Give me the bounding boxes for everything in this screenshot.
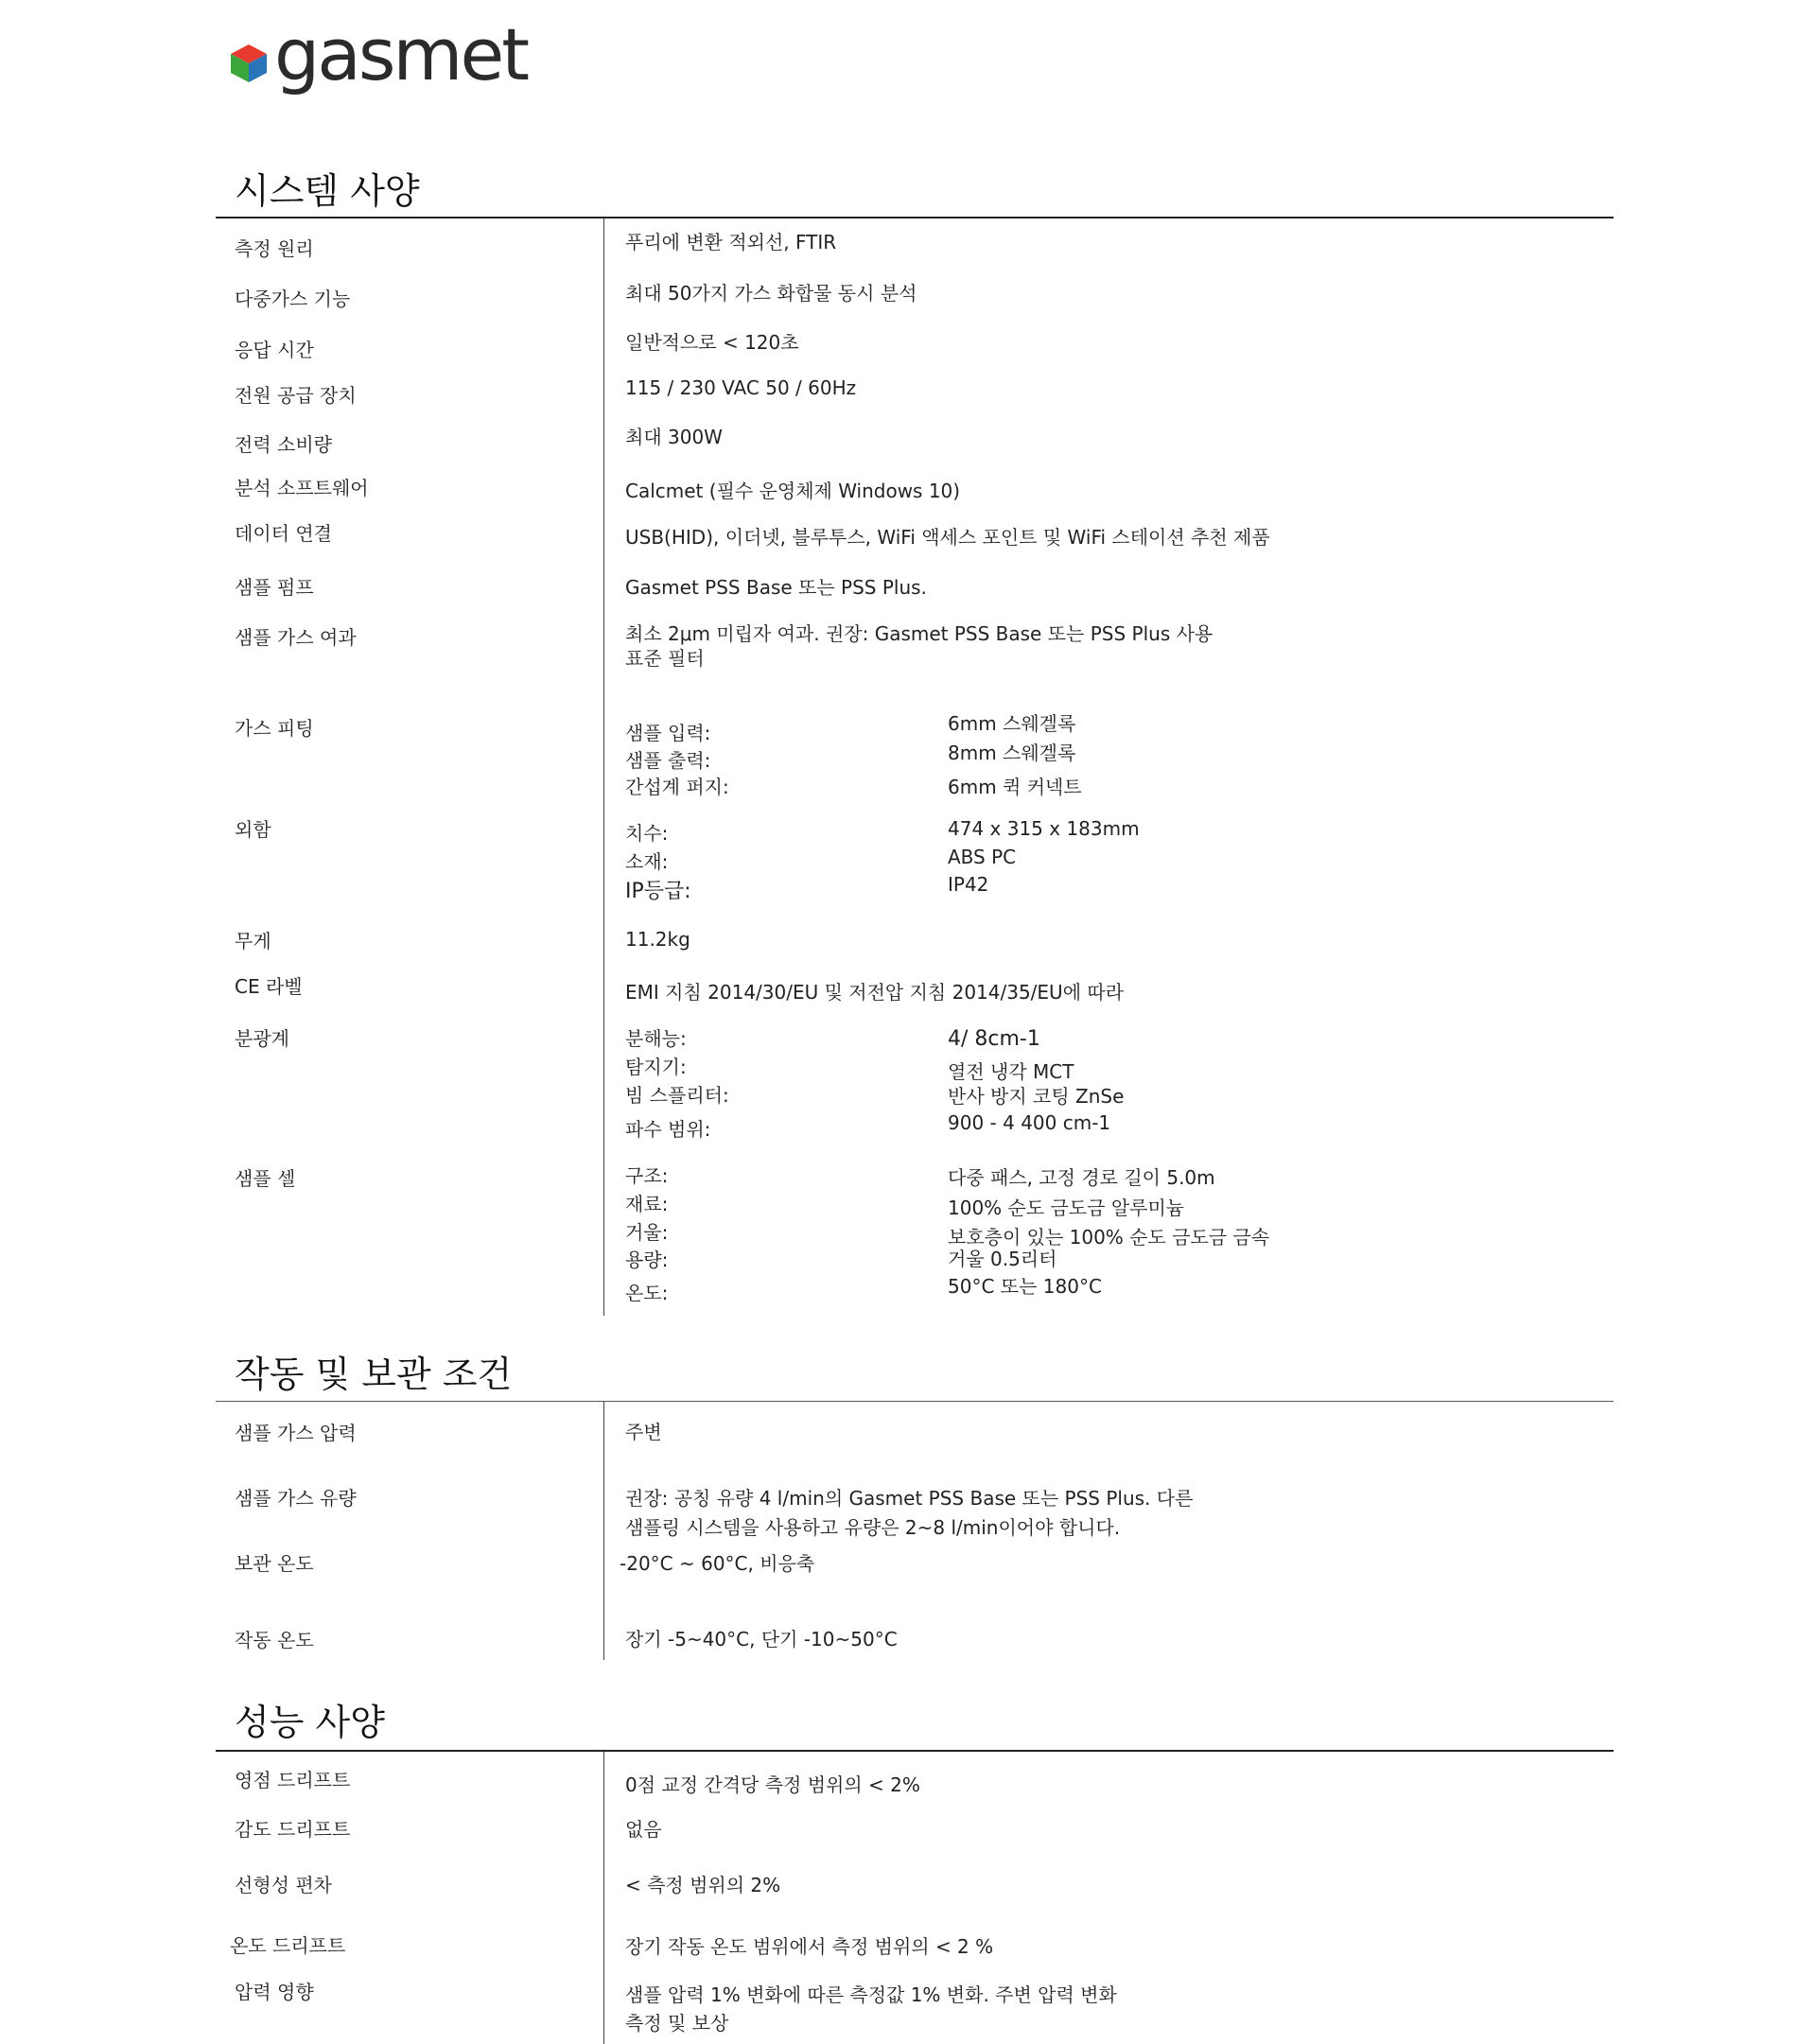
spec-sub-key: 샘플 입력: [625,722,711,744]
column-divider [603,1402,604,1660]
spec-value: 0점 교정 간격당 측정 범위의 < 2% [625,1773,920,1796]
section-rule [216,217,1614,218]
gasmet-cube-icon [227,41,271,84]
section-title-performance-spec: 성능 사양 [235,1702,385,1743]
spec-sub-value: ABS PC [948,846,1017,868]
spec-sub-value: 100% 순도 금도금 알루미늄 [948,1197,1185,1219]
spec-label: 샘플 가스 여과 [235,626,357,649]
spec-label: 샘플 펌프 [235,576,314,599]
spec-sub-value: 900 - 4 400 cm-1 [948,1111,1111,1134]
spec-label: 압력 영향 [235,1981,314,2003]
spec-label: 무게 [235,930,271,952]
spec-sub-value: 다중 패스, 고정 경로 길이 5.0m [948,1166,1215,1189]
spec-sub-key: 용량: [625,1249,669,1271]
spec-label: 다중가스 기능 [235,288,351,310]
spec-sub-key: 샘플 출력: [625,749,711,772]
section-rule [216,1401,1614,1402]
spec-sub-value: 50°C 또는 180°C [948,1275,1102,1298]
section-title-system-spec: 시스템 사양 [235,170,420,212]
spec-value: 11.2kg [625,928,690,951]
spec-value: 최대 50가지 가스 화합물 동시 분석 [625,282,917,305]
spec-label: 샘플 가스 압력 [235,1422,357,1444]
spec-sub-value: 474 x 315 x 183mm [948,817,1140,840]
spec-label: 전력 소비량 [235,433,332,456]
spec-value: -20°C ~ 60°C, 비응축 [620,1552,815,1575]
spec-value: < 측정 범위의 2% [625,1874,781,1896]
spec-value-continued: 샘플링 시스템을 사용하고 유량은 2~8 l/min이어야 합니다. [625,1516,1121,1539]
spec-label: CE 라벨 [235,975,303,998]
spec-value: 115 / 230 VAC 50 / 60Hz [625,376,857,399]
spec-sub-key: 간섭계 퍼지: [625,776,729,798]
spec-sub-key: 분해능: [625,1027,687,1050]
spec-label: 가스 피팅 [235,717,314,740]
spec-sub-value: 열전 냉각 MCT [948,1060,1074,1083]
spec-label: 작동 온도 [235,1629,314,1651]
spec-label: 전원 공급 장치 [235,384,357,407]
spec-value: 푸리에 변환 적외선, FTIR [625,231,837,253]
brand-name: gasmet [274,12,527,96]
spec-sub-key: 재료: [625,1193,669,1215]
spec-sub-key: 소재: [625,850,669,873]
spec-sub-value: 보호층이 있는 100% 순도 금도금 금속 [948,1226,1270,1249]
spec-sub-value: 6mm 스웨겔록 [948,712,1076,735]
spec-value: 권장: 공칭 유량 4 l/min의 Gasmet PSS Base 또는 PSS Plus. 다른 [625,1487,1194,1510]
spec-label: 보관 온도 [235,1552,314,1575]
spec-label: 온도 드리프트 [230,1934,346,1957]
spec-label: 분석 소프트웨어 [235,477,369,499]
spec-value-continued: 측정 및 보상 [625,2012,729,2035]
spec-label: 응답 시간 [235,339,314,361]
spec-value: 일반적으로 < 120초 [625,331,799,354]
spec-value: 최대 300W [625,426,723,448]
spec-label: 영점 드리프트 [235,1769,351,1791]
spec-sub-key: 온도: [625,1282,669,1304]
spec-sub-value: IP42 [948,873,989,896]
gasmet-logo [227,12,527,98]
spec-label: 외함 [235,818,271,841]
spec-sub-key: 빔 스플리터: [625,1084,729,1107]
spec-value: 장기 작동 온도 범위에서 측정 범위의 < 2 % [625,1935,994,1958]
spec-sub-value: 거울 0.5리터 [948,1248,1057,1270]
spec-label: 샘플 셀 [235,1167,296,1190]
section-rule [216,1750,1614,1752]
spec-label: 분광계 [235,1027,289,1050]
spec-value: EMI 지침 2014/30/EU 및 저전압 지침 2014/35/EU에 따라 [625,981,1125,1004]
spec-value: 최소 2μm 미립자 여과. 권장: Gasmet PSS Base 또는 PSS Plus 사용 [625,622,1214,645]
spec-label: 측정 원리 [235,237,314,260]
spec-value: USB(HID), 이더넷, 블루투스, WiFi 액세스 포인트 및 WiFi 스테이션 추천 제품 [625,526,1270,549]
spec-value: 주변 [625,1421,662,1443]
spec-sub-value: 4/ 8cm-1 [948,1027,1040,1051]
spec-value: 샘플 압력 1% 변화에 따른 측정값 1% 변화. 주변 압력 변화 [625,1983,1117,2006]
spec-sub-key: 치수: [625,822,669,845]
spec-sub-value: 반사 방지 코팅 ZnSe [948,1085,1125,1108]
spec-label: 선형성 편차 [235,1874,332,1896]
spec-sub-key: 탐지기: [625,1056,687,1078]
spec-label: 데이터 연결 [235,522,332,545]
spec-sub-key: IP등급: [625,880,691,903]
spec-value: 없음 [625,1818,662,1841]
section-title-operating-conditions: 작동 및 보관 조건 [235,1354,513,1395]
spec-sub-key: 파수 범위: [625,1118,711,1141]
spec-value: Calcmet (필수 운영체제 Windows 10) [625,480,961,502]
spec-value: Gasmet PSS Base 또는 PSS Plus. [625,576,927,599]
spec-sub-key: 구조: [625,1164,669,1187]
column-divider [603,1752,604,2044]
spec-sub-key: 거울: [625,1221,669,1244]
spec-value-continued: 표준 필터 [625,647,705,670]
spec-label: 감도 드리프트 [235,1818,351,1841]
spec-value: 장기 -5~40°C, 단기 -10~50°C [625,1628,898,1651]
spec-label: 샘플 가스 유량 [235,1487,357,1510]
column-divider [603,218,604,1316]
spec-sub-value: 6mm 퀵 커넥트 [948,776,1082,798]
spec-sub-value: 8mm 스웨겔록 [948,742,1076,764]
